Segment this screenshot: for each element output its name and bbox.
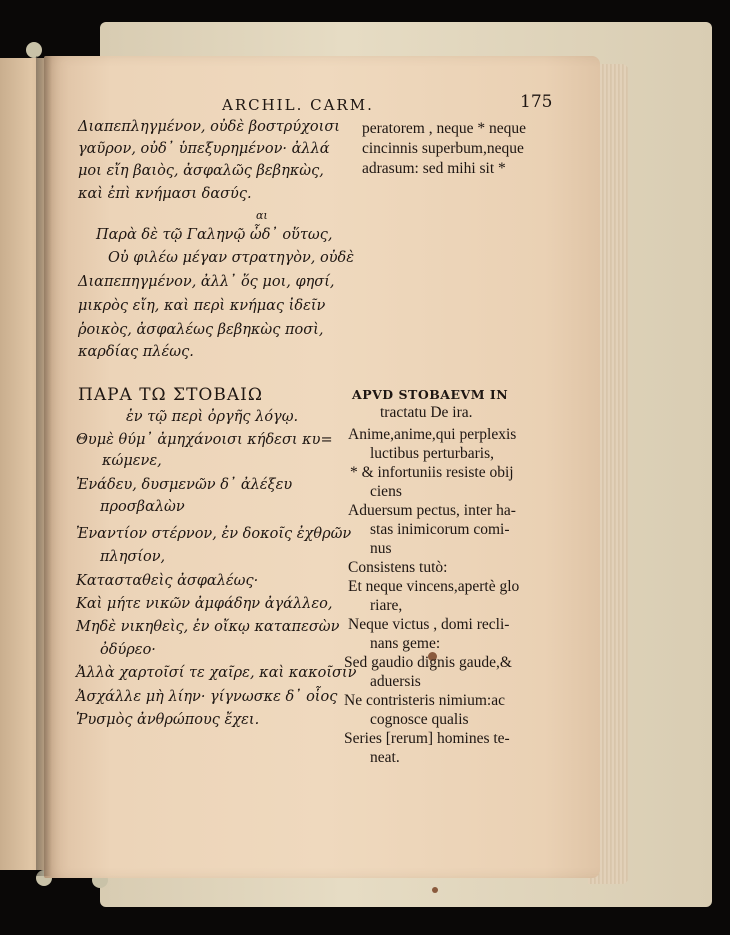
latin-verse: Et neque vincens,apertè glo: [348, 578, 520, 595]
greek-subheading: ἐν τῷ περὶ ὀργῆς λόγῳ.: [126, 409, 299, 425]
latin-line: peratorem , neque * neque: [362, 120, 526, 137]
latin-verse: neat.: [370, 749, 400, 766]
latin-verse: stas inimicorum comi-: [370, 521, 510, 538]
greek-verse: ὀδύρεο·: [100, 642, 156, 658]
greek-verse: πλησίον,: [100, 549, 166, 565]
latin-verse: Anime,anime,qui perplexis: [348, 426, 517, 443]
gutter-shadow: [36, 56, 52, 876]
latin-verse: cognosce qualis: [370, 711, 469, 728]
greek-verse: Καὶ μήτε νικῶν ἀμφάδην ἀγάλλεο,: [76, 596, 333, 612]
latin-verse: Series [rerum] homines te-: [344, 730, 510, 747]
greek-line: καὶ ἐπὶ κνήμασι δασύς.: [78, 186, 252, 202]
latin-verse: luctibus perturbaris,: [370, 445, 494, 462]
greek-line: Οὐ φιλέω μέγαν στρατηγὸν, οὐδὲ: [108, 250, 355, 266]
latin-verse: nans geme:: [370, 635, 441, 652]
greek-line: ῥοικὸς, ἀσφαλέως βεβηκὼς ποσὶ,: [78, 322, 324, 338]
page-number: 175: [520, 92, 553, 112]
running-title: ARCHIL. CARM.: [222, 96, 374, 114]
greek-verse: Ῥυσμὸς ἀνθρώπους ἔχει.: [76, 712, 260, 728]
greek-line: γαῦρον, οὐδ᾽ ὑπεξυρημένον· ἀλλά: [78, 141, 330, 157]
greek-line: Διαπεπηγμένον, ἀλλ᾽ ὅς μοι, φησί,: [78, 274, 335, 290]
greek-verse: Ἀλλὰ χαρτοῖσί τε χαῖρε, καὶ κακοῖσιν: [76, 665, 357, 681]
latin-line: cincinnis superbum,neque: [362, 140, 524, 157]
greek-line: Διαπεπληγμένον, οὐδὲ βοστρύχοισι: [78, 119, 340, 135]
latin-line: adrasum: sed mihi sit *: [362, 160, 506, 177]
latin-verse: Neque victus , domi recli-: [348, 616, 510, 633]
greek-verse: Κατασταθεὶς ἀσφαλέως·: [76, 573, 259, 589]
latin-verse: Consistens tutò:: [348, 559, 448, 576]
greek-verse: προσβαλὼν: [100, 499, 185, 515]
latin-verse: ciens: [370, 483, 402, 500]
latin-verse: * & infortuniis resiste obij: [350, 464, 514, 481]
greek-line: μικρὸς εἴη, καὶ περὶ κνήμας ἰδεῖν: [78, 298, 326, 314]
greek-verse: Ἀσχάλλε μὴ λίην· γίγνωσκε δ᾽ οἷος: [76, 689, 338, 705]
latin-subheading: tractatu De ira.: [380, 404, 473, 421]
greek-verse: Μηδὲ νικηθεὶς, ἐν οἴκῳ καταπεσὼν: [76, 619, 340, 635]
latin-verse: Aduersum pectus, inter ha-: [348, 502, 516, 519]
greek-verse: κώμενε,: [102, 453, 162, 469]
latin-verse: Sed gaudio dignis gaude,&: [344, 654, 512, 671]
greek-section-heading: ΠΑΡΑ ΤΩ ΣΤΟΒΑΙΩ: [78, 385, 263, 405]
greek-verse: Θυμὲ θύμ᾽ ἀμηχάνοισι κήδεσι κυ=: [76, 432, 333, 448]
variant-note: αι: [256, 209, 268, 222]
greek-line: Παρὰ δὲ τῷ Γαληνῷ ὧδ᾽ οὕτως,: [96, 227, 333, 243]
latin-verse: aduersis: [370, 673, 421, 690]
greek-verse: Ἐναντίον στέρνον, ἐν δοκοῖς ἐχθρῶν: [76, 526, 352, 542]
latin-verse: Ne contristeris nimium:ac: [344, 692, 505, 709]
ink-stain: [432, 887, 438, 893]
greek-line: μοι εἴη βαιὸς, ἀσφαλῶς βεβηκὼς,: [78, 163, 324, 179]
latin-verse: nus: [370, 540, 392, 557]
greek-line: καρδίας πλέως.: [78, 344, 194, 360]
latin-section-heading: APVD STOBAEVM IN: [352, 387, 509, 402]
greek-verse: Ἐνάδευ, δυσμενῶν δ᾽ ἀλέξευ: [76, 477, 293, 493]
latin-verse: riare,: [370, 597, 403, 614]
